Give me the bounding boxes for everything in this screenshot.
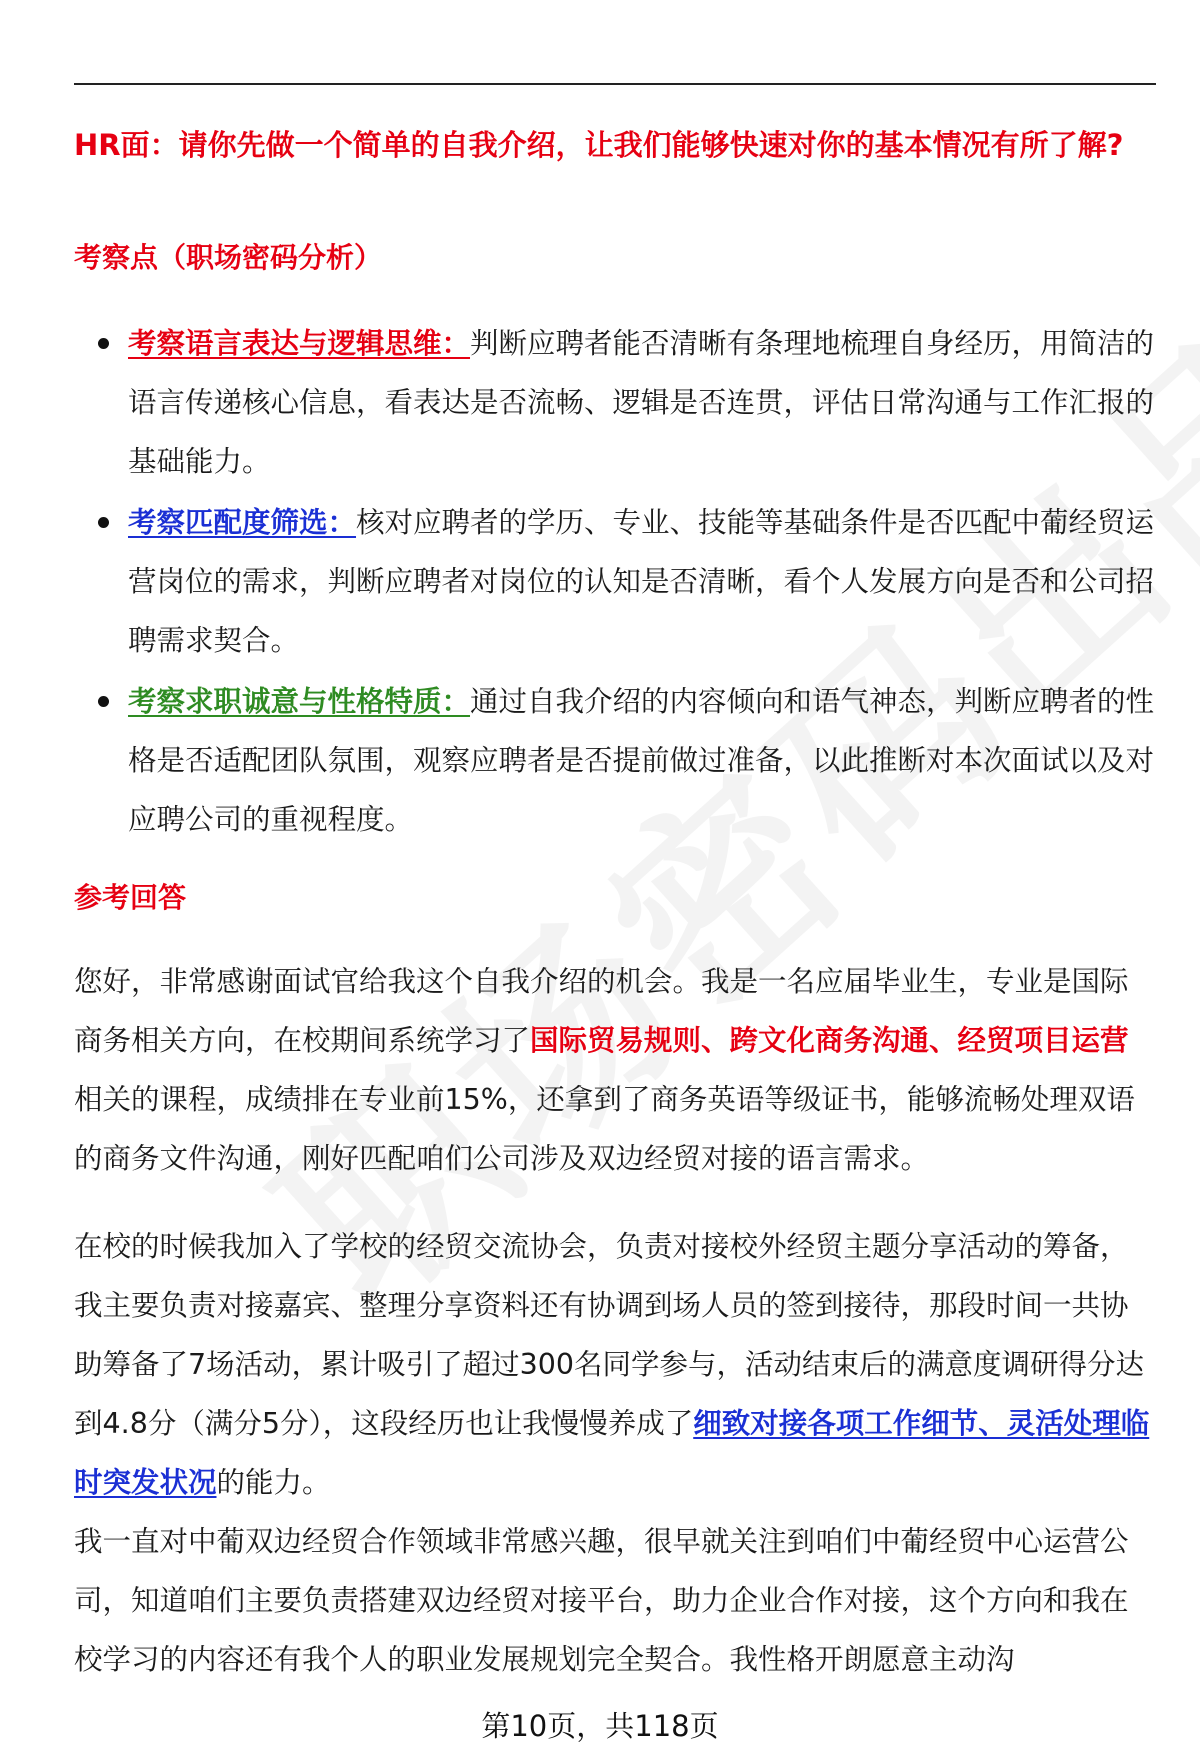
answer-text: 我一直对中葡双边经贸合作领域非常感兴趣，很早就关注到咱们中葡经贸中心运营公司，知道咱们主要负责搭建双边经贸对接平台，助力企业合作对接，这个方向和我在校学习的内容还有我个人的职业发展规划完全契合。我性格开朗愿意主动沟 [74,1525,1129,1676]
answer-paragraph-3 [74,1512,1156,1692]
bullet-icon [98,338,109,349]
point-text: 通过自我介绍的内容倾向和语气神态，判断应聘者的性格是否适配团队氛围，观察应聘者是否提前做过准备，以此推断对本次面试以及对应聘公司的重视程度。 [128,685,1155,836]
bullet-icon [98,696,109,707]
page-footer: 第10页，共118页 [481,1709,719,1743]
point-text: 核对应聘者的学历、专业、技能等基础条件是否匹配中葡经贸运营岗位的需求，判断应聘者对岗位的认知是否清晰，看个人发展方向是否和公司招聘需求契合。 [128,506,1155,657]
answer-text: 在校的时候我加入了学校的经贸交流协会，负责对接校外经贸主题分享活动的筹备，我主要负责对接嘉宾、整理分享资料还有协调到场人员的签到接待，那段时间一共协助筹备了7场活动，累计吸引了超过300名同学参与，活动结束后的满意度调研得分达到4.8分（满分5分），这段经历也让我慢慢养成了 [74,1230,1145,1440]
point-label: 考察语言表达与逻辑思维： [128,327,471,360]
analysis-point [74,314,1156,491]
answer-text: 相关的课程，成绩排在专业前15%，还拿到了商务英语等级证书，能够流畅处理双语的商务文件沟通，刚好匹配咱们公司涉及双边经贸对接的语言需求。 [74,1083,1135,1175]
question-title: HR面：请你先做一个简单的自我介绍，让我们能够快速对你的基本情况有所了解? [74,128,1124,162]
analysis-point [74,493,1156,670]
answer-paragraph-2 [74,1217,1156,1512]
bullet-icon [98,517,109,528]
answer-text: 的能力。 [216,1466,331,1499]
point-label: 考察匹配度筛选： [128,506,357,539]
analysis-point [74,672,1156,849]
answer-highlight: 国际贸易规则、跨文化商务沟通、经贸项目运营 [530,1024,1129,1057]
answer-highlight: 细致对接各项工作细节、灵活处理临时突发状况 [74,1407,1150,1499]
point-label: 考察求职诚意与性格特质： [128,685,471,718]
answer-text: 您好，非常感谢面试官给我这个自我介绍的机会。我是一名应届毕业生，专业是国际商务相关方向，在校期间系统学习了 [74,965,1129,1057]
header-rule [74,83,1156,85]
document-page [74,0,1156,1755]
answer-paragraph-1 [74,952,1156,1188]
point-text: 判断应聘者能否清晰有条理地梳理自身经历，用简洁的语言传递核心信息，看表达是否流畅、逻辑是否连贯，评估日常沟通与工作汇报的基础能力。 [128,327,1155,478]
analysis-heading: 考察点（职场密码分析） [74,241,383,274]
analysis-points [74,314,1156,851]
answer-heading: 参考回答 [74,881,187,914]
